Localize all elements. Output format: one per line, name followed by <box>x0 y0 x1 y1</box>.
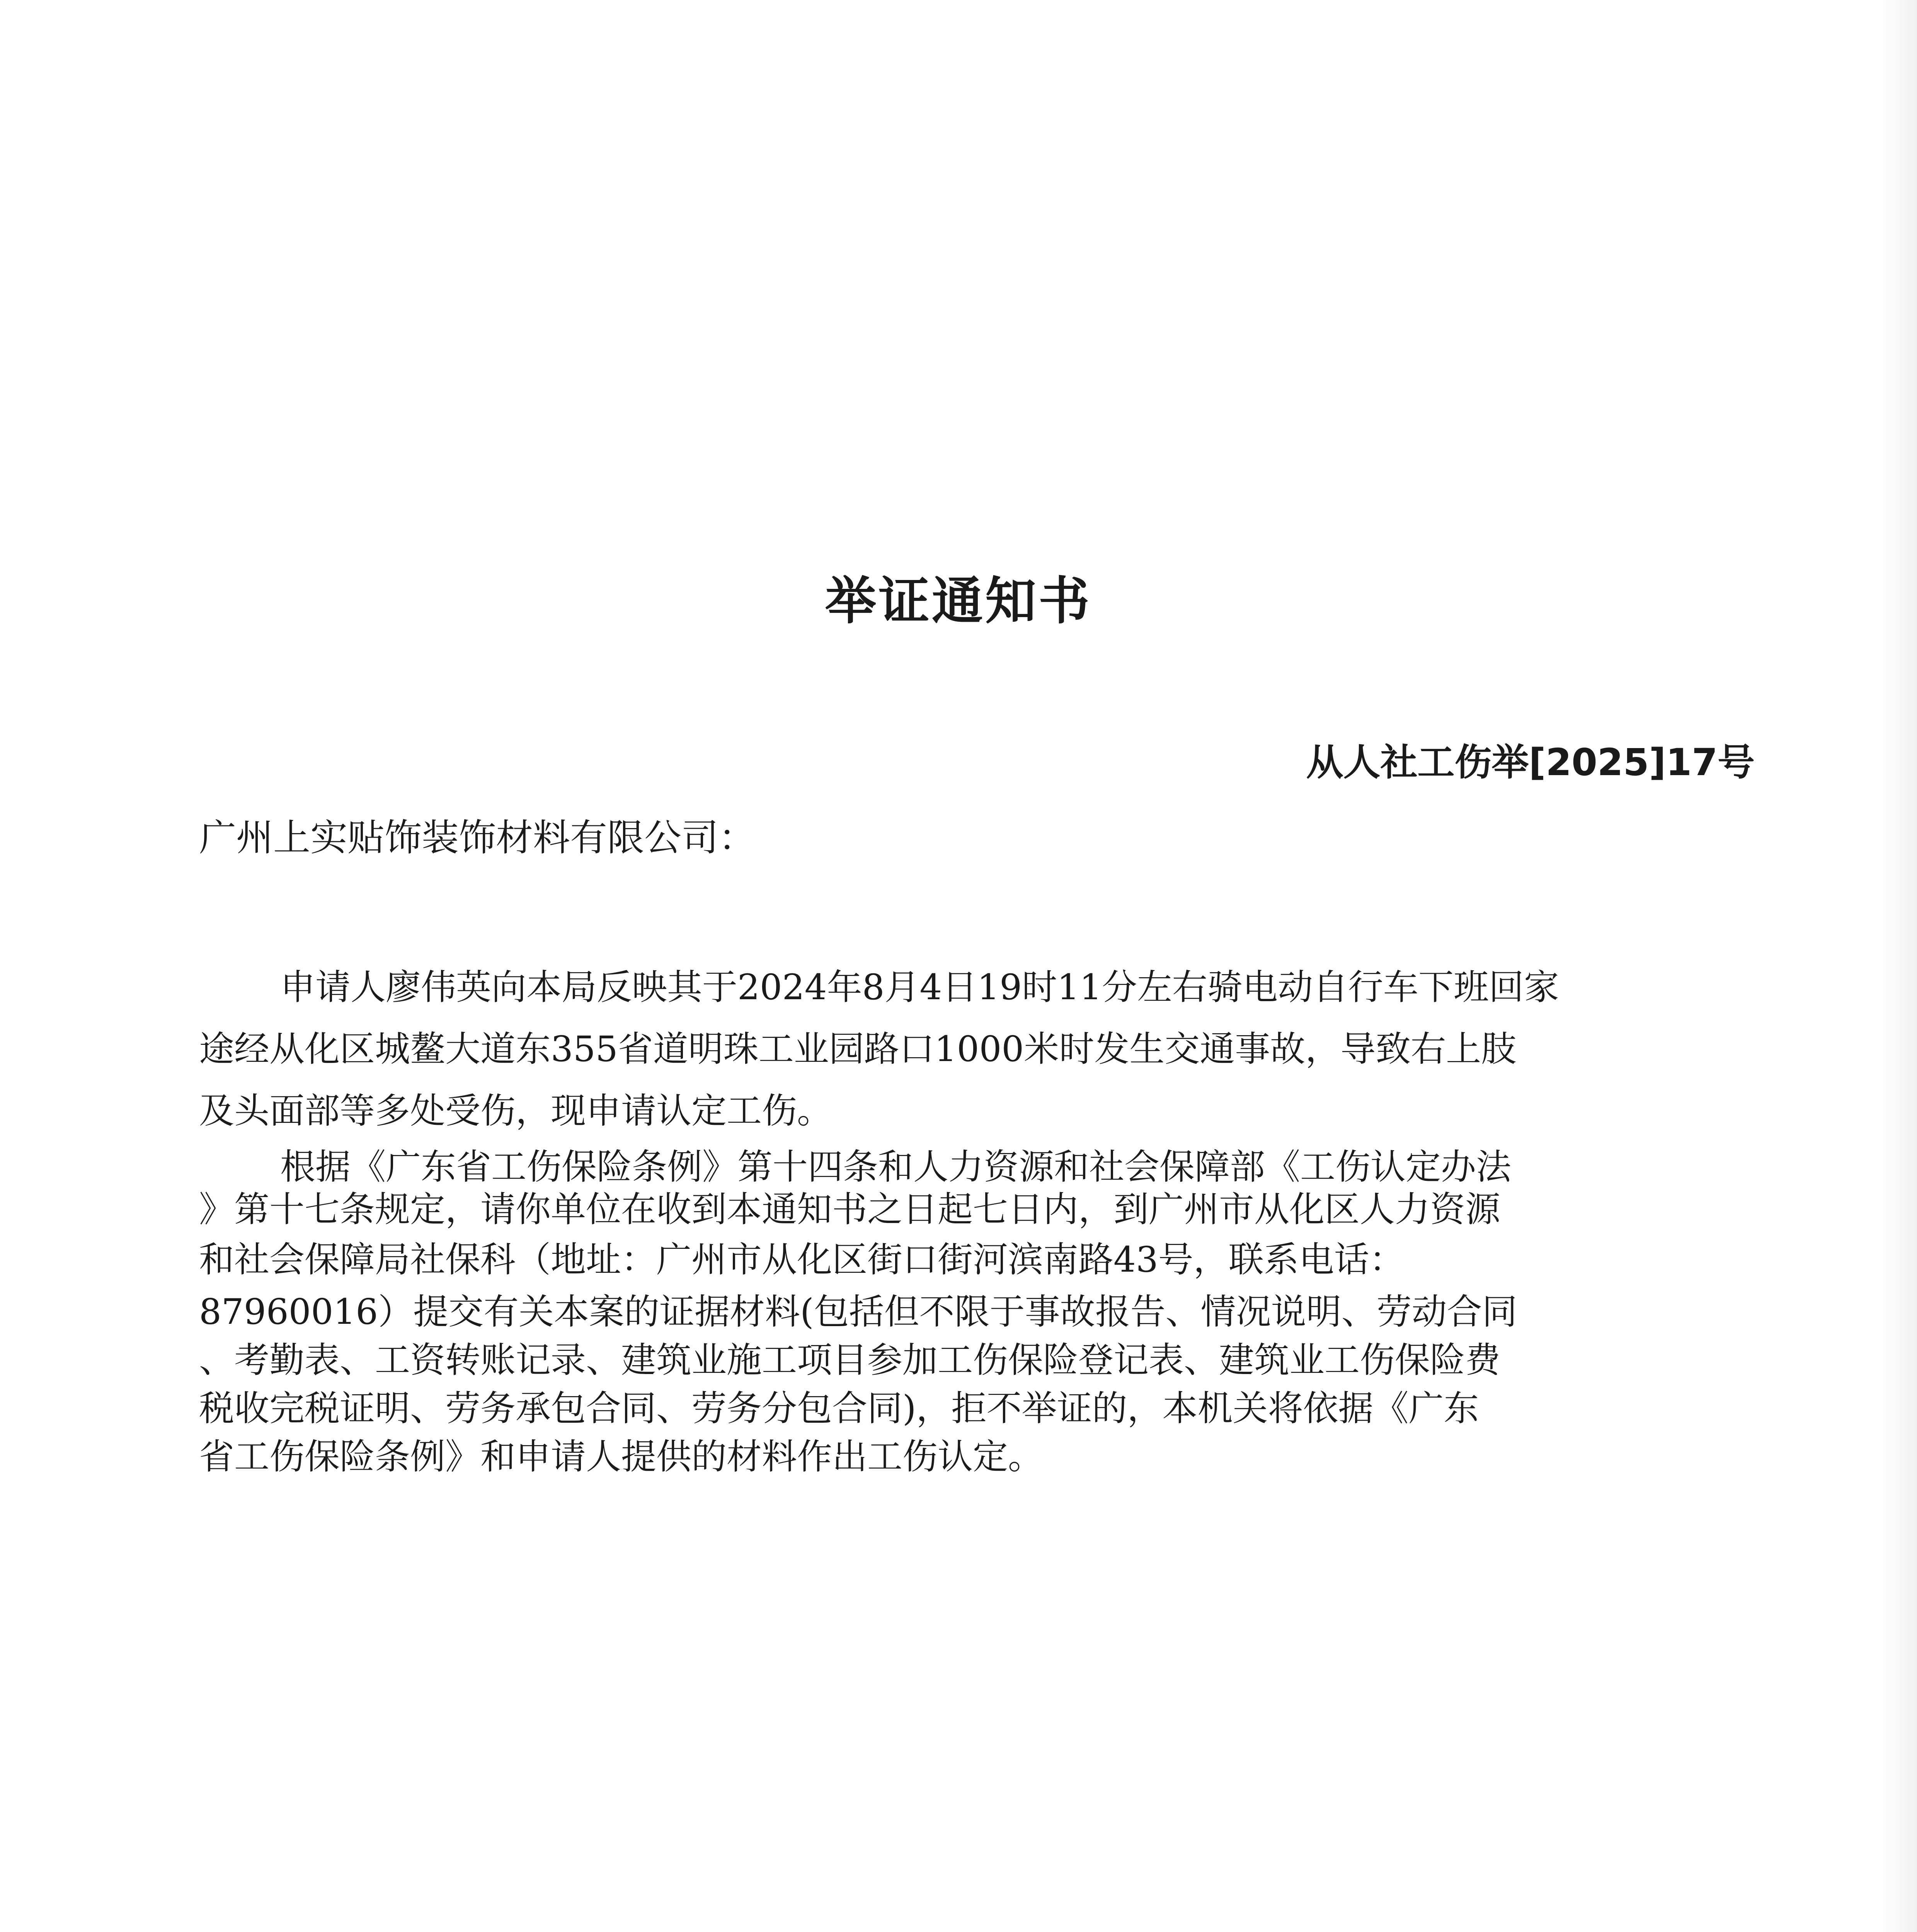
paragraph2-line-2: 》第十七条规定，请你单位在收到本通知书之日起七日内，到广州市从化区人力资源 <box>199 1189 1501 1230</box>
paragraph2-line-1: 根据《广东省工伤保险条例》第十四条和人力资源和社会保障部《工伤认定办法 <box>280 1147 1512 1187</box>
recipient-line: 广州上实贴饰装饰材料有限公司： <box>199 816 756 859</box>
paragraph2-line-4: 87960016）提交有关本案的证据材料(包括但不限于事故报告、情况说明、劳动合同 <box>199 1292 1517 1332</box>
paragraph1-line-2: 途经从化区城鳌大道东355省道明珠工业园路口1000米时发生交通事故，导致右上肢 <box>199 1029 1517 1070</box>
page-edge-shadow <box>1882 0 1917 1932</box>
paragraph2-line-5: 、考勤表、工资转账记录、建筑业施工项目参加工伤保险登记表、建筑业工伤保险费 <box>199 1340 1501 1381</box>
paragraph2-line-6: 税收完税证明、劳务承包合同、劳务分包合同)，拒不举证的，本机关将依据《广东 <box>199 1388 1479 1429</box>
document-title: 举证通知书 <box>825 571 1092 631</box>
paragraph2-line-7: 省工伤保险条例》和申请人提供的材料作出工伤认定。 <box>199 1437 1044 1477</box>
paragraph2-line-3: 和社会保障局社保科（地址：广州市从化区街口街河滨南路43号，联系电话： <box>199 1240 1405 1280</box>
paragraph1-line-3: 及头面部等多处受伤，现申请认定工伤。 <box>199 1091 833 1131</box>
document-number: 从人社工伤举[2025]17号 <box>1306 741 1755 784</box>
paragraph1-line-1: 申请人廖伟英向本局反映其于2024年8月4日19时11分左右骑电动自行车下班回家 <box>280 967 1559 1008</box>
